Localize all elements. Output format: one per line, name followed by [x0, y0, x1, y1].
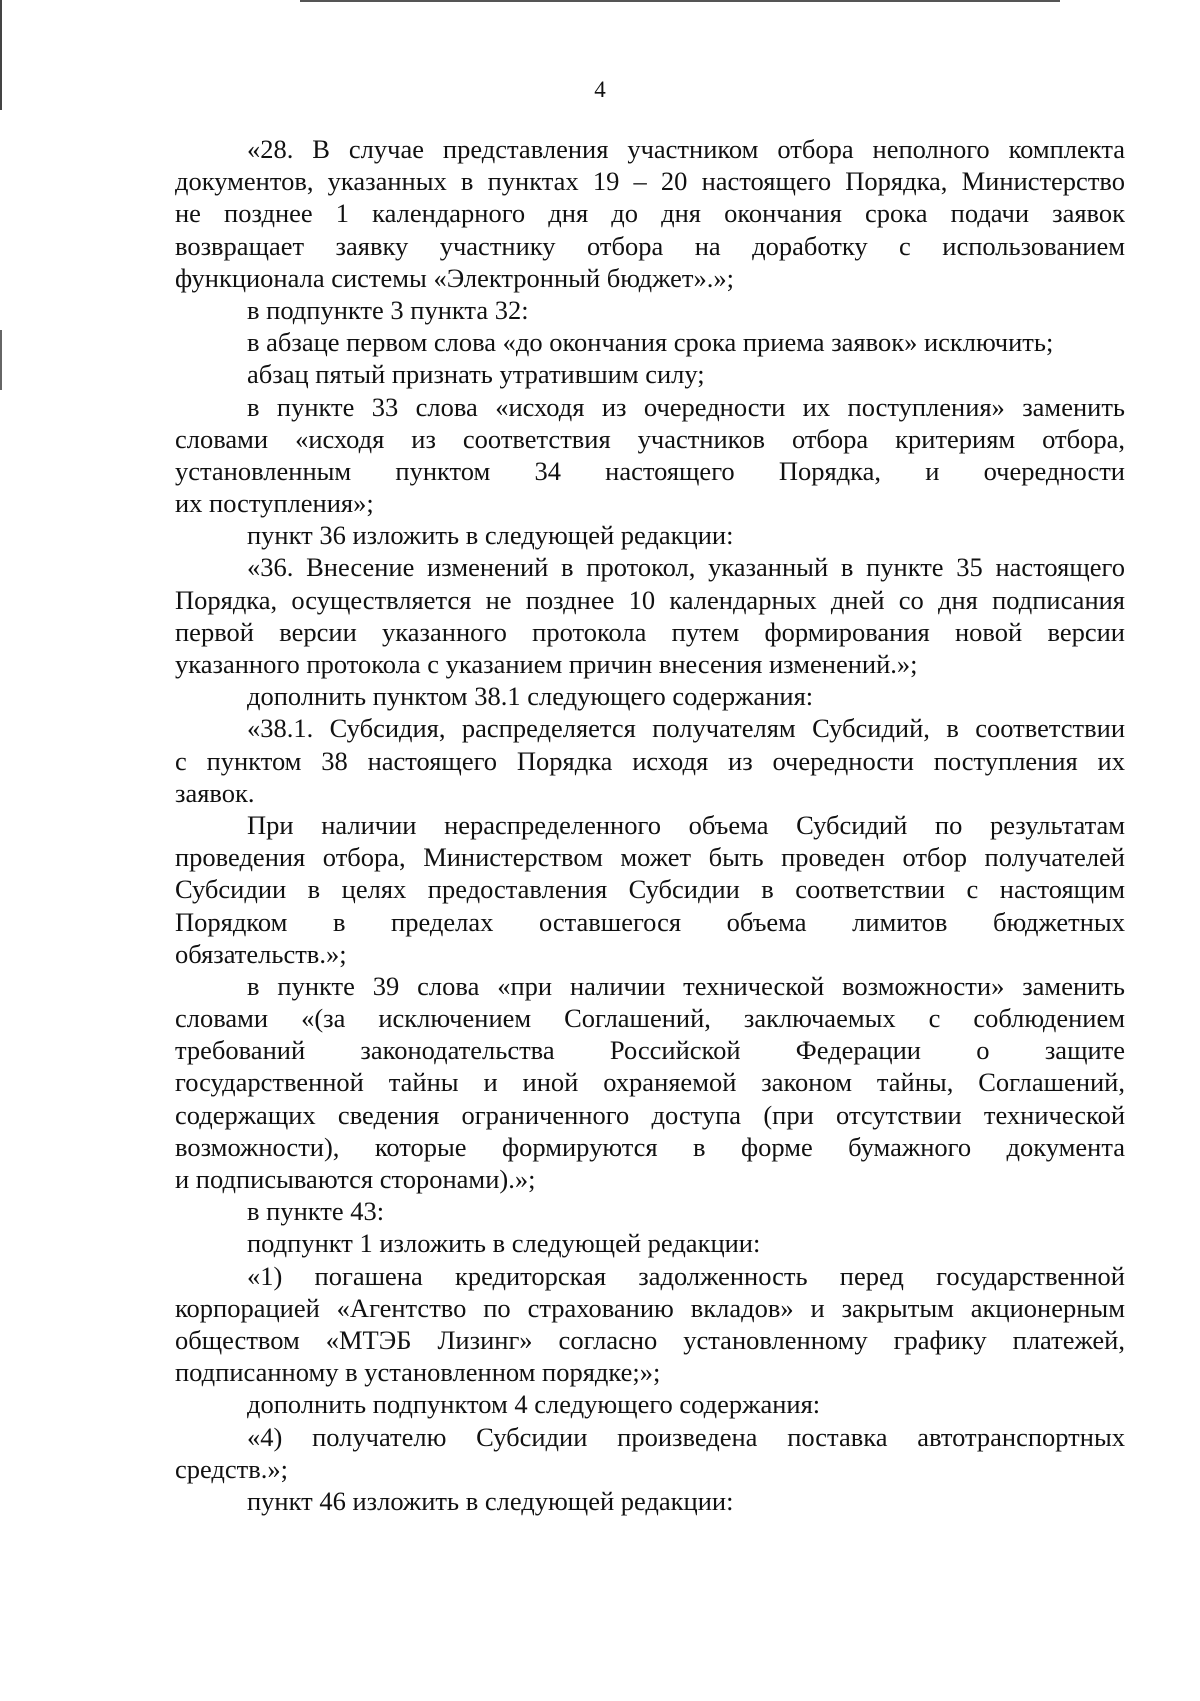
text-line: содержащих сведения ограниченного доступа (при отсутствии технической [175, 1099, 1125, 1130]
text-line: в пункте 39 слова «при наличии технической возможности» заменить [247, 970, 1125, 1001]
text-line: словами «(за исключением Соглашений, заключаемых с соблюдением [175, 1003, 1125, 1034]
text-line: «36. Внесение изменений в протокол, указанный в пункте 35 настоящего [247, 552, 1125, 583]
text-line: Субсидии в целях предоставления Субсидии в соответствии с настоящим [175, 874, 1125, 905]
text-line: «28. В случае представления участником отбора неполного комплекта [247, 134, 1125, 164]
text-line: пункт 46 изложить в следующей редакции: [247, 1485, 734, 1516]
scan-edge-top [300, 0, 1060, 2]
text-line: возможности), которые формируются в форме бумажного документа [175, 1131, 1125, 1162]
text-line: При наличии нераспределенного объема Субсидий по результатам [247, 809, 1125, 840]
text-line: в пункте 33 слова «исходя из очередности их поступления» заменить [247, 391, 1125, 422]
text-line: в подпункте 3 пункта 32: [247, 294, 529, 325]
text-line: возвращает заявку участнику отбора на доработку с использованием [175, 230, 1125, 261]
text-line: «1) погашена кредиторская задолженность перед государственной [247, 1260, 1125, 1291]
text-line: Порядком в пределах оставшегося объема лимитов бюджетных [175, 906, 1125, 937]
text-line: «38.1. Субсидия, распределяется получателям Субсидий, в соответствии [247, 713, 1125, 744]
text-line: «4) получателю Субсидии произведена поставка автотранспортных [247, 1421, 1125, 1452]
text-line: заявок. [175, 777, 255, 808]
text-line: проведения отбора, Министерством может быть проведен отбор получателей [175, 842, 1125, 873]
text-line: не позднее 1 календарного дня до дня окончания срока подачи заявок [175, 198, 1125, 229]
text-line: словами «исходя из соответствия участников отбора критериям отбора, [175, 423, 1125, 454]
document-body [175, 133, 1125, 1517]
text-line: подпункт 1 изложить в следующей редакции: [247, 1228, 761, 1259]
text-line: с пунктом 38 настоящего Порядка исходя из очередности поступления их [175, 745, 1125, 776]
text-line: в пункте 43: [247, 1196, 385, 1227]
text-line: их поступления»; [175, 488, 374, 519]
text-line: функционала системы «Электронный бюджет».»; [175, 262, 734, 293]
text-line: требований законодательства Российской Федерации о защите [175, 1035, 1125, 1066]
text-line: и подписываются сторонами).»; [175, 1164, 536, 1194]
text-line: указанного протокола с указанием причин внесения изменений.»; [175, 649, 918, 679]
page-number: 4 [594, 77, 606, 102]
text-line: пункт 36 изложить в следующей редакции: [247, 520, 734, 551]
text-line: дополнить подпунктом 4 следующего содержания: [247, 1389, 821, 1420]
text-line: обществом «МТЭБ Лизинг» согласно установленному графику платежей, [175, 1324, 1125, 1355]
text-line: обязательств.»; [175, 938, 347, 969]
text-line: подписанному в установленном порядке;»; [175, 1357, 661, 1388]
text-line: дополнить пунктом 38.1 следующего содержания: [247, 681, 814, 712]
text-line: первой версии указанного протокола путем формирования новой версии [175, 616, 1125, 647]
text-line: Порядка, осуществляется не позднее 10 календарных дней со дня подписания [175, 584, 1125, 615]
text-line: установленным пунктом 34 настоящего Порядка, и очередности [175, 455, 1125, 486]
text-line: абзац пятый признать утратившим силу; [247, 359, 705, 390]
text-line: в абзаце первом слова «до окончания срока приема заявок» исключить; [247, 327, 1054, 358]
text-line: государственной тайны и иной охраняемой законом тайны, Соглашений, [175, 1067, 1125, 1098]
scan-edge-left-lower [0, 330, 2, 390]
text-line: корпорацией «Агентство по страхованию вкладов» и закрытым акционерным [175, 1292, 1125, 1323]
text-line: средств.»; [175, 1453, 289, 1484]
text-line: документов, указанных в пунктах 19 – 20 настоящего Порядка, Министерство [175, 166, 1125, 197]
